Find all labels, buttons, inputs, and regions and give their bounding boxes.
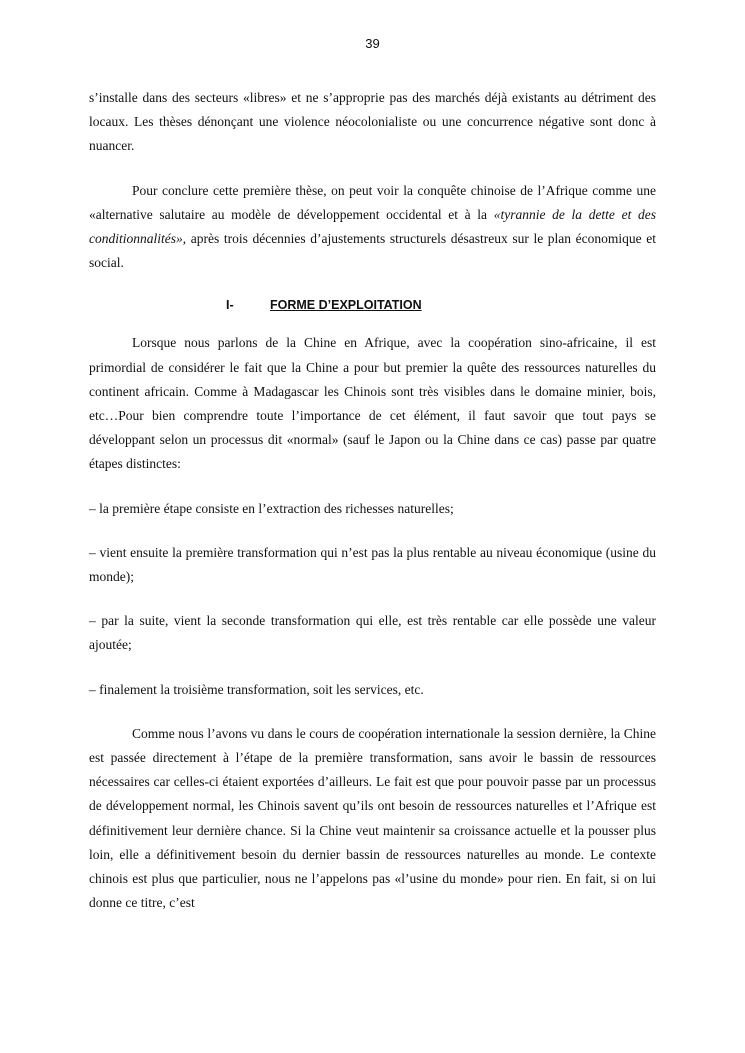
section-title: FORME D’EXPLOITATION xyxy=(270,298,422,313)
paragraph-intro: s’installe dans des secteurs «libres» et ne s’approprie pas des marchés déjà existants au détriment des locaux. Les thèses dénonçant une violence néocolonialiste ou une concurrence négative sont donc à nuancer. xyxy=(89,90,656,154)
conclusion-text-start: Pour conclure cette première thèse, on peut voir la conquête chinoise de l’Afrique comme une «alternative salutaire au modèle de développement occidental et à la xyxy=(89,182,656,222)
conclusion-text-end: , après trois décennies d’ajustements structurels désastreux sur le plan économique et social. xyxy=(89,231,656,271)
step-item-3: – par la suite, vient la seconde transformation qui elle, est très rentable car elle possède une valeur ajoutée; xyxy=(89,613,656,653)
section-heading xyxy=(89,295,656,315)
paragraph-cooperation: Comme nous l’avons vu dans le cours de coopération internationale la session dernière, la Chine est passée directement à l’étape de la première transformation, sans avoir le bassin de ressources nécessaires car celles-ci étaient exportées d’ailleurs. Le fait est que pour pouvoir passe par un processus de développement normal, les Chinois savent qu’ils ont besoin de ressources naturelles et l’Afrique est définitivement leur dernière chance. Si la Chine veut maintenir sa croissance actuelle et la pousser plus loin, elle a définitivement besoin du dernier bassin de ressources naturelles au monde. Le contexte chinois est plus que particulier, nous ne l’appelons pas «l’usine du monde» pour rien. En fait, si on lui donne ce titre, c’est xyxy=(89,725,656,911)
paragraph-resources: Lorsque nous parlons de la Chine en Afrique, avec la coopération sino-africaine, il est primordial de considérer le fait que la Chine a pour but premier la quête des ressources naturelles du continent africain. Comme à Madagascar les Chinois sont très visibles dans le domaine minier, bois, etc…Pour bien comprendre toute l’importance de cet élément, il faut savoir que tout pays se développant selon un processus dit «normal» (sauf le Japon ou la Chine dans ce cas) passe par quatre étapes distinctes: xyxy=(89,335,656,472)
paragraph-conclusion xyxy=(89,179,656,276)
step-item-2: – vient ensuite la première transformation qui n’est pas la plus rentable au niveau économique (usine du monde); xyxy=(89,544,656,585)
step-item-4: – finalement la troisième transformation, soit les services, etc. xyxy=(89,681,424,697)
conclusion-italic-quote: «tyrannie de la dette et des conditionnalités» xyxy=(89,206,656,247)
body-text xyxy=(89,86,656,935)
step-item-1: – la première étape consiste en l’extraction des richesses naturelles; xyxy=(89,500,454,516)
section-number: I- xyxy=(226,298,234,313)
page-number: 39 xyxy=(365,36,380,51)
